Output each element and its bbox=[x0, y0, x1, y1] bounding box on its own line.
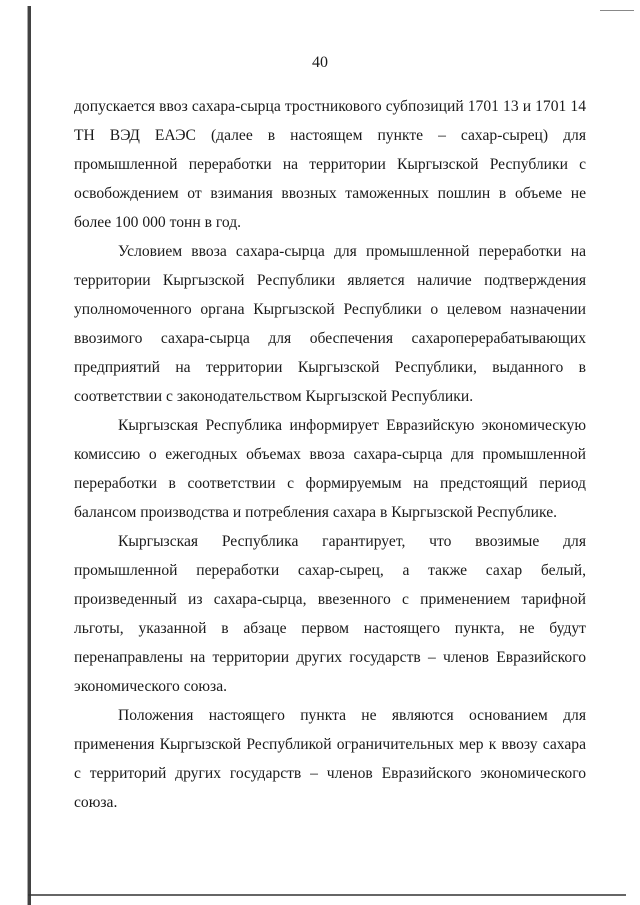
paragraph-3: Кыргызская Республика информирует Евразийскую экономическую комиссию о ежегодных объемах ввоза сахара-сырца для промышленной переработки в соответствии с формируемым на предстоящий период балансом производства и потребления сахара в Кыргызской Республике. bbox=[74, 417, 586, 521]
scan-left-edge bbox=[28, 6, 31, 905]
paragraph-5: Положения настоящего пункта не являются основанием для применения Кыргызской Республикой ограничительных мер к ввозу сахара с территорий других государств – членов Евразийского экономического союза. bbox=[74, 707, 586, 811]
scan-bottom-edge bbox=[28, 894, 626, 896]
page-number: 40 bbox=[312, 54, 328, 71]
paragraph-1: допускается ввоз сахара-сырца тростникового субпозиций 1701 13 и 1701 14 ТН ВЭД ЕАЭС (далее в настоящем пункте – сахар-сырец) для промышленной переработки на территории Кыргызской Республики с освобождением от взимания ввозных таможенных пошлин в объеме не более 100 000 тонн в год. bbox=[74, 98, 586, 231]
paragraph-2: Условием ввоза сахара-сырца для промышленной переработки на территории Кыргызской Республики является наличие подтверждения уполномоченного органа Кыргызской Республики о целевом назначении ввозимого сахара-сырца для обеспечения сахароперерабатывающих предприятий на территории Кыргызской Республики, выданного в соответствии с законодательством Кыргызской Республики. bbox=[74, 243, 586, 405]
document-body bbox=[74, 92, 586, 817]
paragraph-4: Кыргызская Республика гарантирует, что ввозимые для промышленной переработки сахар-сырец, а также сахар белый, произведенный из сахара-сырца, ввезенного с применением тарифной льготы, указанной в абзаце первом настоящего пункта, не будут перенаправлены на территории других государств – членов Евразийского экономического союза. bbox=[74, 533, 586, 695]
scan-top-mark bbox=[600, 10, 634, 11]
